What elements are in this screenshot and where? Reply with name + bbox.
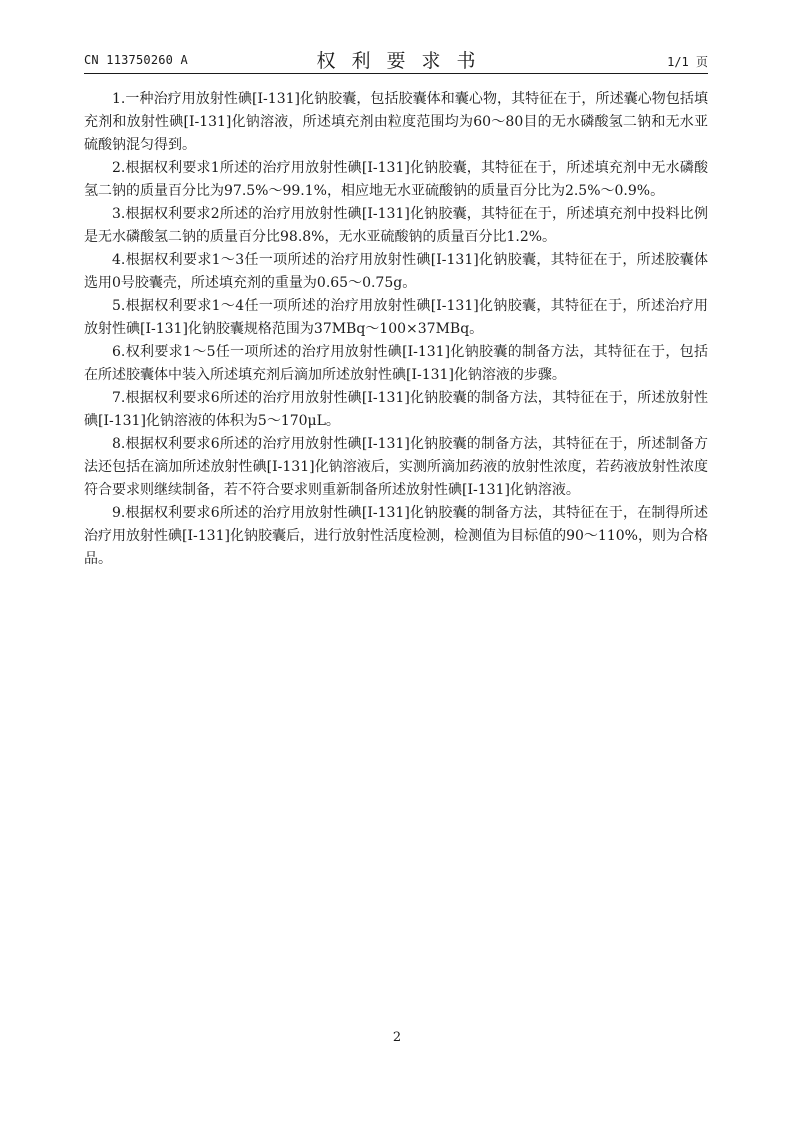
page-header (84, 42, 708, 72)
publication-number: CN 113750260 A (84, 53, 188, 67)
header-divider (84, 73, 708, 74)
claim-6: 6.权利要求1～5任一项所述的治疗用放射性碘[I-131]化钠胶囊的制备方法，其特征在于，包括在所述胶囊体中装入所述填充剂后滴加所述放射性碘[I-131]化钠溶液的步骤。 (84, 344, 708, 383)
document-title: 权利要求书 (316, 50, 492, 72)
claim-2: 2.根据权利要求1所述的治疗用放射性碘[I-131]化钠胶囊，其特征在于，所述填充剂中无水磷酸氢二钠的质量百分比为97.5%～99.1%，相应地无水亚硫酸钠的质量百分比为2.5%～0.9%。 (84, 160, 708, 199)
page-count: 1/1 页 (667, 55, 708, 69)
claim-4: 4.根据权利要求1～3任一项所述的治疗用放射性碘[I-131]化钠胶囊，其特征在于，所述胶囊体选用0号胶囊壳，所述填充剂的重量为0.65～0.75g。 (84, 252, 708, 291)
claim-3: 3.根据权利要求2所述的治疗用放射性碘[I-131]化钠胶囊，其特征在于，所述填充剂中投料比例是无水磷酸氢二钠的质量百分比98.8%，无水亚硫酸钠的质量百分比1.2%。 (84, 206, 708, 245)
claim-5: 5.根据权利要求1～4任一项所述的治疗用放射性碘[I-131]化钠胶囊，其特征在于，所述治疗用放射性碘[I-131]化钠胶囊规格范围为37MBq～100×37MBq。 (84, 298, 708, 337)
claim-1: 1.一种治疗用放射性碘[I-131]化钠胶囊，包括胶囊体和囊心物，其特征在于，所述囊心物包括填充剂和放射性碘[I-131]化钠溶液，所述填充剂由粒度范围均为60～80目的无水磷酸氢二钠和无水亚硫酸钠混匀得到。 (84, 91, 708, 153)
claim-9: 9.根据权利要求6所述的治疗用放射性碘[I-131]化钠胶囊的制备方法，其特征在于，在制得所述治疗用放射性碘[I-131]化钠胶囊后，进行放射性活度检测，检测值为目标值的90～110%，则为合格品。 (84, 505, 708, 567)
claim-7: 7.根据权利要求6所述的治疗用放射性碘[I-131]化钠胶囊的制备方法，其特征在于，所述放射性碘[I-131]化钠溶液的体积为5～170μL。 (84, 390, 708, 429)
claims-section (84, 88, 708, 571)
claim-8: 8.根据权利要求6所述的治疗用放射性碘[I-131]化钠胶囊的制备方法，其特征在于，所述制备方法还包括在滴加所述放射性碘[I-131]化钠溶液后，实测所滴加药液的放射性浓度，若药液放射性浓度符合要求则继续制备，若不符合要求则重新制备所述放射性碘[I-131]化钠溶液。 (84, 436, 708, 498)
page-number: 2 (392, 1030, 402, 1045)
